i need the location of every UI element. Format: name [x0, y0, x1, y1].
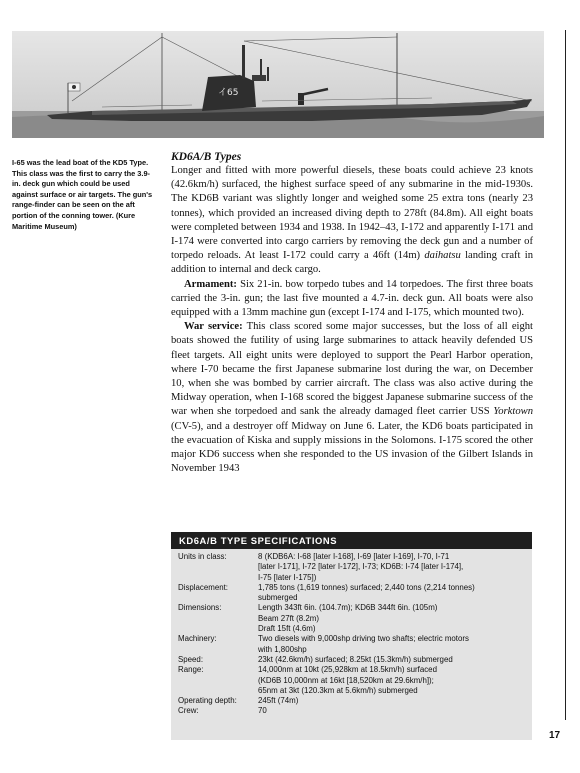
- spec-value: I-75 [later I-175]): [258, 572, 317, 582]
- spec-label: [178, 593, 258, 603]
- spec-label: [178, 614, 258, 624]
- spec-value: [later I-171], I-72 [later I-172], I-73; KD6B: I-74 [later I-174],: [258, 562, 464, 572]
- spec-label: [178, 645, 258, 655]
- spec-row: [178, 593, 526, 603]
- spec-label: [178, 676, 258, 686]
- intro-italic-term: daihatsu: [424, 250, 461, 262]
- intro-paragraph: [171, 164, 533, 278]
- spec-row: [178, 583, 526, 593]
- spec-label: Operating depth:: [178, 696, 237, 706]
- spec-row: [178, 696, 526, 706]
- margin-rule: [565, 30, 566, 720]
- caption-text: I-65 was the lead boat of the KD5 Type. This class was the first to carry the 3.9-in. deck gun which could be used against surface or air targets. The gun's range-finder can be seen on the aft portion of the conning tower. (Kure Maritime Museum): [12, 158, 153, 231]
- spec-value: 1,785 tons (1,619 tonnes) surfaced; 2,440 tons (2,214 tonnes): [258, 582, 475, 592]
- spec-row: [178, 686, 526, 696]
- war-service-text: This class scored some major successes, but the loss of all eight boats showed the futility of using large submarines to attack heavily defended US fleet targets. All eight units were deployed to support the Pearl Harbor operation, where I-70 became the first Japanese submarine lost during the war, on December 10, when she was bombed by carrier aircraft. The class was also active during the Midway operation, when I-168 scored the biggest Japanese submarine success of the war when she torpedoed and sank the already damaged fleet carrier USS: [171, 321, 533, 418]
- spec-row: [178, 665, 526, 675]
- spec-label: Displacement:: [178, 582, 228, 592]
- war-service-label: War service:: [184, 321, 243, 333]
- intro-text: Longer and fitted with more powerful diesels, these boats could achieve 23 knots (42.6km/h) surfaced, the highest surface speed of any submarine in the mid-1930s. The KD6B variant was slightly longer and weighed some 25 extra tons (nearly 23 tonnes), which provided an increased diving depth to 278ft (84.8m). All eight boats were completed between 1934 and 1938. In 1942–43, I-172 and apparently I-171 and I-174 were converted into cargo carriers by removing the deck gun and a number of torpedo reloads. At least I-172 could carry a 46ft (14m): [171, 165, 533, 262]
- spec-row: [178, 645, 526, 655]
- hull-marking: イ65: [218, 88, 239, 98]
- spec-value: with 1,800shp: [258, 644, 307, 654]
- spec-value: 14,000nm at 10kt (25,928km at 18.5km/h) surfaced: [258, 665, 437, 675]
- spec-value: 65nm at 3kt (120.3km at 5.6km/h) submerged: [258, 685, 418, 695]
- spec-value: 8 (KDB6A: I-68 [later I-168], I-69 [later I-169], I-70, I-71: [258, 552, 450, 561]
- spec-row: [178, 655, 526, 665]
- spec-row: [178, 603, 526, 613]
- spec-label: Units in class:: [178, 552, 227, 561]
- armament-paragraph: [171, 278, 533, 321]
- spec-label: Speed:: [178, 654, 204, 664]
- section-heading: KD6A/B Types: [171, 151, 242, 163]
- spec-row: [178, 706, 526, 716]
- spec-label: Crew:: [178, 706, 199, 716]
- spec-value: 23kt (42.6km/h) surfaced; 8.25kt (15.3km/h) submerged: [258, 654, 453, 664]
- article-body: [171, 150, 533, 476]
- spec-value: 70: [258, 706, 267, 716]
- specifications-title: KD6A/B TYPE SPECIFICATIONS: [171, 532, 532, 549]
- war-service-paragraph: [171, 320, 533, 476]
- spec-value: Length 343ft 6in. (104.7m); KD6B 344ft 6in. (105m): [258, 603, 438, 613]
- spec-value: (KD6B 10,000nm at 16kt [18,520km at 29.6km/h]);: [258, 675, 434, 685]
- spec-label: [178, 573, 258, 583]
- spec-label: [178, 686, 258, 696]
- armament-label: Armament:: [184, 278, 237, 290]
- submarine-illustration: [12, 31, 544, 138]
- spec-value: Draft 15ft (4.6m): [258, 624, 316, 634]
- spec-label: Dimensions:: [178, 603, 222, 613]
- spec-value: Beam 27ft (8.2m): [258, 613, 319, 623]
- spec-row: [178, 676, 526, 686]
- armament-text: Six 21-in. bow torpedo tubes and 14 torpedoes. The first three boats carried the 3-in. gun; the last five mounted a 4.7-in. deck gun. All boats were also equipped with a 13mm machine gun (except I-174 and I-175, which mounted two).: [171, 278, 533, 319]
- submarine-photo: [12, 31, 544, 138]
- spec-label: Range:: [178, 665, 204, 675]
- specifications-table: [178, 552, 526, 717]
- spec-value: 245ft (74m): [258, 696, 299, 706]
- spec-label: [178, 562, 258, 572]
- spec-row: [178, 634, 526, 644]
- war-service-text-end: (CV-5), and a destroyer off Midway on June 6. Later, the KD6 boats participated in the evacuation of Kiska and supply missions in the Solomons. I-175 scored the other major KD6 success when she responded to the US invasion of the Gilbert Islands in November 1943: [171, 420, 533, 475]
- spec-value: Two diesels with 9,000shp driving two shafts; electric motors: [258, 634, 469, 644]
- spec-row: [178, 552, 526, 562]
- spec-row: [178, 573, 526, 583]
- intro-end-text: landing craft in addition to internal and deck cargo.: [171, 250, 533, 276]
- specifications-box: [171, 532, 532, 740]
- ship-name: Yorktown: [493, 406, 533, 418]
- spec-row: [178, 562, 526, 572]
- photo-caption: [12, 158, 157, 232]
- spec-label: [178, 624, 258, 634]
- spec-row: [178, 614, 526, 624]
- spec-value: submerged: [258, 593, 298, 603]
- spec-label: Machinery:: [178, 634, 217, 644]
- spec-row: [178, 624, 526, 634]
- page-number: 17: [549, 730, 561, 741]
